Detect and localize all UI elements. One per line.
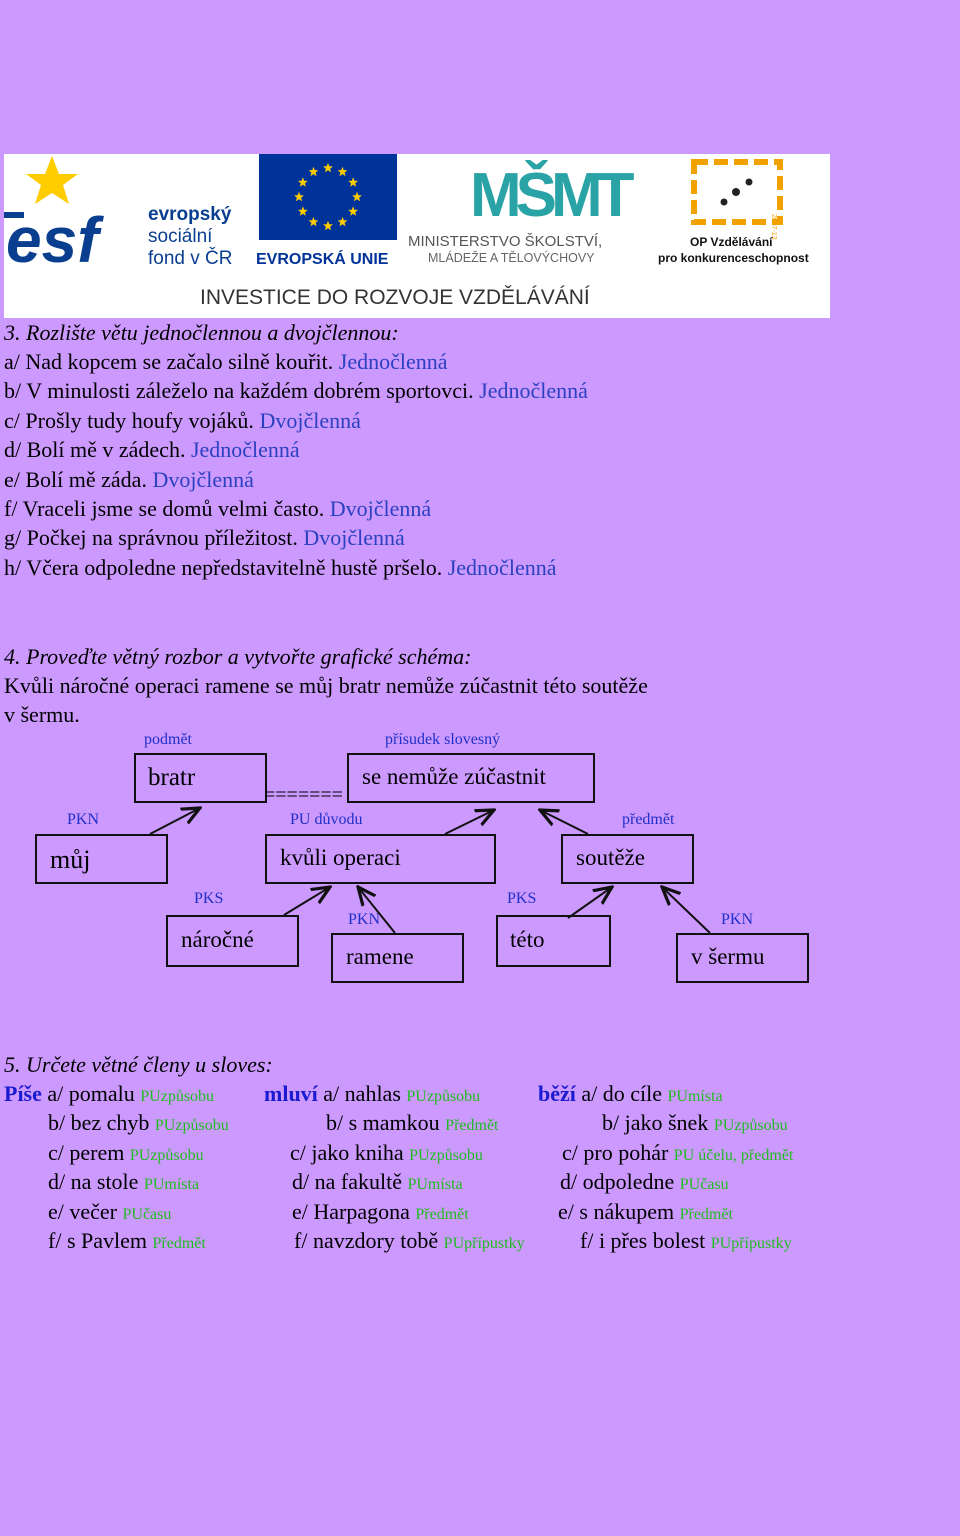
task5-item-text: b/ s mamkou <box>326 1110 440 1136</box>
task3-item-text: g/ Počkej na správnou příležitost. <box>4 525 298 551</box>
task3-item-text: a/ Nad kopcem se začalo silně kouřit. <box>4 349 334 374</box>
word-bratr: bratr <box>148 764 196 791</box>
esf-line-3: fond v ČR <box>148 248 233 269</box>
task5-item-tag: PUzpůsobu <box>406 1088 481 1105</box>
arrow-teto-to-soutaze <box>568 887 612 918</box>
task3-item <box>4 494 431 523</box>
task5-item-text: e/ Harpagona <box>292 1198 410 1224</box>
task5-column-row <box>48 1108 229 1140</box>
task5-column-row <box>602 1108 788 1140</box>
task3-item-text: b/ V minulosti záleželo na každém dobrém sportovci. <box>4 378 474 404</box>
esf-logo <box>4 156 232 276</box>
task5-verb: mluví <box>264 1081 318 1106</box>
task5-item-text: a/ pomalu <box>47 1081 135 1106</box>
esf-line-2: sociální <box>148 226 213 247</box>
task5-item-tag: PUmísta <box>667 1088 723 1105</box>
task3-item-text: e/ Bolí mě záda. <box>4 466 147 492</box>
msmt-line-2: MLÁDEŽE A TĚLOVÝCHOVY <box>428 251 595 265</box>
task3-item-text: c/ Prošly tudy houfy vojáků. <box>4 407 254 433</box>
task5-item-text: e/ s nákupem <box>558 1198 675 1224</box>
arrow-narocne-to-kvuli <box>284 887 330 915</box>
label-pkn-v-sermu: PKN <box>721 911 754 928</box>
msmt-logo-text: MŠMT <box>470 161 629 230</box>
task3-item-answer: Dvojčlenná <box>259 407 361 433</box>
msmt-logo <box>408 161 635 265</box>
task5-column-row <box>558 1197 733 1229</box>
task5-item-tag: PUzpůsobu <box>140 1088 215 1105</box>
esf-logo-text: esf <box>6 204 99 276</box>
task5-item-tag: Předmět <box>152 1235 206 1252</box>
esf-line-1: evropský <box>148 204 232 225</box>
label-pu-duvodu: PU důvodu <box>290 811 363 828</box>
predication-mark: ======= <box>264 784 343 806</box>
arrow-kvuli-to-prisudek <box>445 810 494 834</box>
task3-item-answer: Jednočlenná <box>479 378 588 404</box>
task5-column-row <box>326 1108 499 1140</box>
label-prisudek: přísudek slovesný <box>385 731 501 748</box>
task5-column-row <box>560 1167 729 1199</box>
task5-item-tag: PUzpůsobu <box>713 1117 788 1135</box>
task5-column-row <box>562 1138 793 1170</box>
task5-item-tag: Předmět <box>415 1205 469 1223</box>
task3-item-answer: Dvojčlenná <box>303 525 405 551</box>
task5-item-text: b/ bez chyb <box>48 1110 150 1136</box>
task5-column-row <box>264 1079 480 1111</box>
banner-footer: INVESTICE DO ROZVOJE VZDĚLÁVÁNÍ <box>200 286 590 309</box>
arrow-soutaze-to-prisudek <box>540 810 588 834</box>
task5-item-text: f/ s Pavlem <box>48 1228 147 1253</box>
task3-item-answer: Jednočlenná <box>190 437 300 463</box>
task5-column-row <box>580 1226 792 1258</box>
task4-sentence-line-1: Kvůli náročné operaci ramene se můj bratr nemůže zúčastnit této soutěže <box>4 673 648 698</box>
label-pkn-ramene: PKN <box>348 911 381 928</box>
task3-item-answer: Jednočlenná <box>447 554 557 580</box>
task5-item-text: c/ perem <box>48 1139 125 1165</box>
task5-item-tag: PUčasu <box>122 1205 172 1223</box>
label-pks-teto: PKS <box>507 890 537 907</box>
task3-item-answer: Dvojčlenná <box>329 496 432 521</box>
op-years: 2007-13 <box>770 214 777 240</box>
task5-item-tag: PUzpůsobu <box>154 1117 229 1135</box>
word-narocne: náročné <box>181 927 254 952</box>
op-line-2: pro konkurenceschopnost <box>658 251 809 265</box>
task5-item-tag: PUpřípustky <box>710 1235 792 1252</box>
word-kvuli-operaci: kvůli operaci <box>280 845 401 870</box>
task5-item-tag: PUzpůsobu <box>409 1146 483 1164</box>
task5-column-row <box>48 1167 199 1199</box>
task4-heading: 4. Proveďte větný rozbor a vytvořte grafické schéma: <box>4 644 472 669</box>
task5-item-tag: PUmísta <box>143 1176 200 1194</box>
task3-item-text: h/ Včera odpoledne nepředstavitelně hustě pršelo. <box>4 554 443 580</box>
task5-item-tag: PUmísta <box>407 1176 463 1194</box>
task5-item-tag: PUpřípustky <box>443 1235 525 1252</box>
task5-column-row <box>48 1138 204 1170</box>
word-muj: můj <box>50 845 91 874</box>
label-pks-narocne: PKS <box>194 890 224 907</box>
task3-item <box>4 553 556 582</box>
task3-item-text: f/ Vraceli jsme se domů velmi často. <box>4 496 325 521</box>
task3-item <box>4 465 254 494</box>
task5-item-text: a/ nahlas <box>323 1081 401 1106</box>
task5-column-row <box>538 1079 723 1111</box>
task5-item-text: e/ večer <box>48 1198 117 1224</box>
task3-item <box>4 523 405 552</box>
task5-item-text: c/ pro pohár <box>562 1139 669 1165</box>
op-line-1: OP Vzdělávání <box>690 235 773 249</box>
task5-item-text: d/ na stole <box>48 1169 139 1195</box>
task4-sentence-line-2: v šermu. <box>4 702 80 727</box>
task3-item <box>4 376 588 405</box>
task5-item-tag: PUzpůsobu <box>129 1146 204 1164</box>
task5-column-row <box>292 1167 463 1199</box>
task3-item-answer: Jednočlenná <box>338 349 448 374</box>
task5-column-row <box>292 1197 469 1229</box>
arrow-muj-to-bratr <box>150 808 200 834</box>
task5-verb: Píše <box>4 1081 42 1106</box>
task3-item <box>4 406 361 435</box>
op-logo <box>658 162 809 265</box>
task5-item-text: d/ odpoledne <box>560 1169 675 1195</box>
esf-star-icon <box>26 156 78 204</box>
task5-column-row <box>48 1226 206 1258</box>
word-soutaze: soutěže <box>576 845 645 870</box>
task5-item-tag: PUčasu <box>679 1176 729 1194</box>
task5-item-text: c/ jako kniha <box>290 1139 404 1165</box>
word-prisudek: se nemůže zúčastnit <box>362 764 546 789</box>
eu-caption: EVROPSKÁ UNIE <box>256 251 389 268</box>
label-podmet: podmět <box>144 731 192 748</box>
word-teto: této <box>510 927 545 952</box>
task5-column-row <box>48 1197 171 1229</box>
msmt-line-1: MINISTERSTVO ŠKOLSTVÍ, <box>408 233 603 250</box>
task3-item <box>4 347 448 376</box>
task3-item-answer: Dvojčlenná <box>152 466 254 492</box>
banner-graphics <box>4 154 830 318</box>
task5-item-text: f/ i přes bolest <box>580 1228 706 1253</box>
task5-heading: 5. Určete větné členy u sloves: <box>4 1052 273 1077</box>
task5-item-text: f/ navzdory tobě <box>294 1228 439 1253</box>
task5-item-text: a/ do cíle <box>581 1081 663 1106</box>
task5-column-row <box>290 1138 483 1170</box>
word-v-sermu: v šermu <box>691 944 765 969</box>
label-predmet: předmět <box>622 811 675 828</box>
arrow-vsermu-to-soutaze <box>662 887 710 933</box>
logo-banner <box>4 154 830 318</box>
task5-verb: běží <box>538 1081 576 1106</box>
task5-item-tag: PU účelu, předmět <box>673 1146 794 1164</box>
task3-item-text: d/ Bolí mě v zádech. <box>4 437 186 463</box>
task5-item-text: b/ jako šnek <box>602 1110 709 1136</box>
task3-item <box>4 435 300 464</box>
task5-item-text: d/ na fakultě <box>292 1169 402 1195</box>
task5-item-tag: Předmět <box>445 1117 499 1135</box>
eu-flag-logo <box>256 154 397 268</box>
task3-heading: 3. Rozlište větu jednočlennou a dvojčlennou: <box>4 320 399 345</box>
task5-column-row <box>294 1226 525 1258</box>
label-pkn-muj: PKN <box>67 811 100 828</box>
task5-column-row <box>4 1079 214 1111</box>
task5-item-tag: Předmět <box>679 1205 733 1223</box>
word-ramene: ramene <box>346 944 414 969</box>
